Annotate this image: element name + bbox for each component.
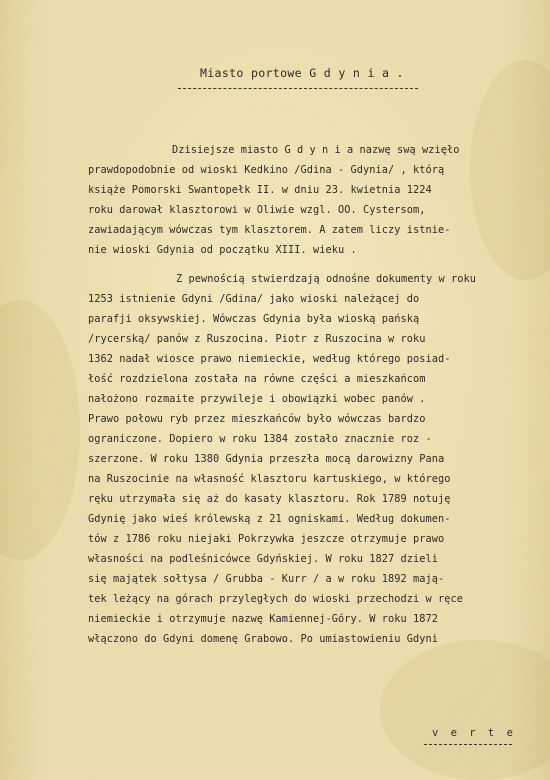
verte-note: v e r t e (432, 727, 516, 739)
text-line: 1362 nadał wiosce prawo niemieckie, według którego posiad- (88, 353, 451, 365)
verte-underline (424, 744, 512, 745)
text-line: Gdynię jako wieś królewską z 21 ogniskami. Według dokumen- (88, 513, 451, 525)
text-line: Prawo połowu ryb przez mieszkańców było wówczas bardzo (88, 413, 426, 425)
text-line: 1253 istnienie Gdyni /Gdina/ jako wioski należącej do (88, 293, 420, 305)
text-line: książe Pomorski Swantopełk II. w dniu 23. kwietnia 1224 (88, 184, 432, 196)
text-line: parafji oksywskiej. Wówczas Gdynia była wioską pańską (88, 313, 420, 325)
text-line: się majątek sołtysa / Grubba - Kurr / a w roku 1892 mają- (88, 573, 445, 585)
text-line: własności na podleśnicówce Gdyńskiej. W roku 1827 dzieli (88, 553, 438, 565)
paragraph-gap (88, 260, 518, 269)
text-line: na Ruszocinie na własność klasztoru kartuskiego, w którego (88, 473, 451, 485)
text-line: szerzone. W roku 1380 Gdynia przeszła mocą darowizny Pana (88, 453, 445, 465)
text-line: Dzisiejsze miasto G d y n i a nazwę swą wzięło (172, 144, 460, 156)
title-underline (178, 88, 418, 89)
text-line: nałożono rozmaite przywileje i obowiązki wobec panów . (88, 393, 426, 405)
text-line: tek leżący na górach przyległych do wioski przechodzi w ręce (88, 593, 463, 605)
text-line: roku darował klasztorowi w Oliwie wzgl. OO. Cystersom, (88, 204, 426, 216)
text-line: tów z 1786 roku niejaki Pokrzywka jeszcze otrzymuje prawo (88, 533, 445, 545)
text-line: łość rozdzielona została na równe części a mieszkańcom (88, 373, 426, 385)
text-line: nie wioski Gdynia od początku XIII. wieku . (88, 244, 357, 256)
text-line: zawiadającym wówczas tym klasztorem. A zatem liczy istnie- (88, 224, 451, 236)
text-line: prawdopodobnie od wioski Kedkino /Gdina - Gdynia/ , którą (88, 164, 445, 176)
paper-stain (380, 640, 550, 780)
text-line: ograniczone. Dopiero w roku 1384 zostało znacznie roz - (88, 433, 432, 445)
paper-stain (0, 300, 80, 560)
text-line: włączono do Gdyni domenę Grabowo. Po umiastowieniu Gdyni (88, 633, 438, 645)
text-line: /rycerską/ panów z Ruszocina. Piotr z Ruszocina w roku (88, 333, 426, 345)
text-line: niemieckie i otrzymuje nazwę Kamiennej-Góry. W roku 1872 (88, 613, 438, 625)
text-line: Z pewnością stwierdzają odnośne dokumenty w roku (176, 273, 476, 285)
document-title: Miasto portowe G d y n i a . (200, 66, 404, 80)
text-line: ręku utrzymała się aż do kasaty klasztoru. Rok 1789 notuję (88, 493, 451, 505)
document-body (88, 140, 518, 649)
